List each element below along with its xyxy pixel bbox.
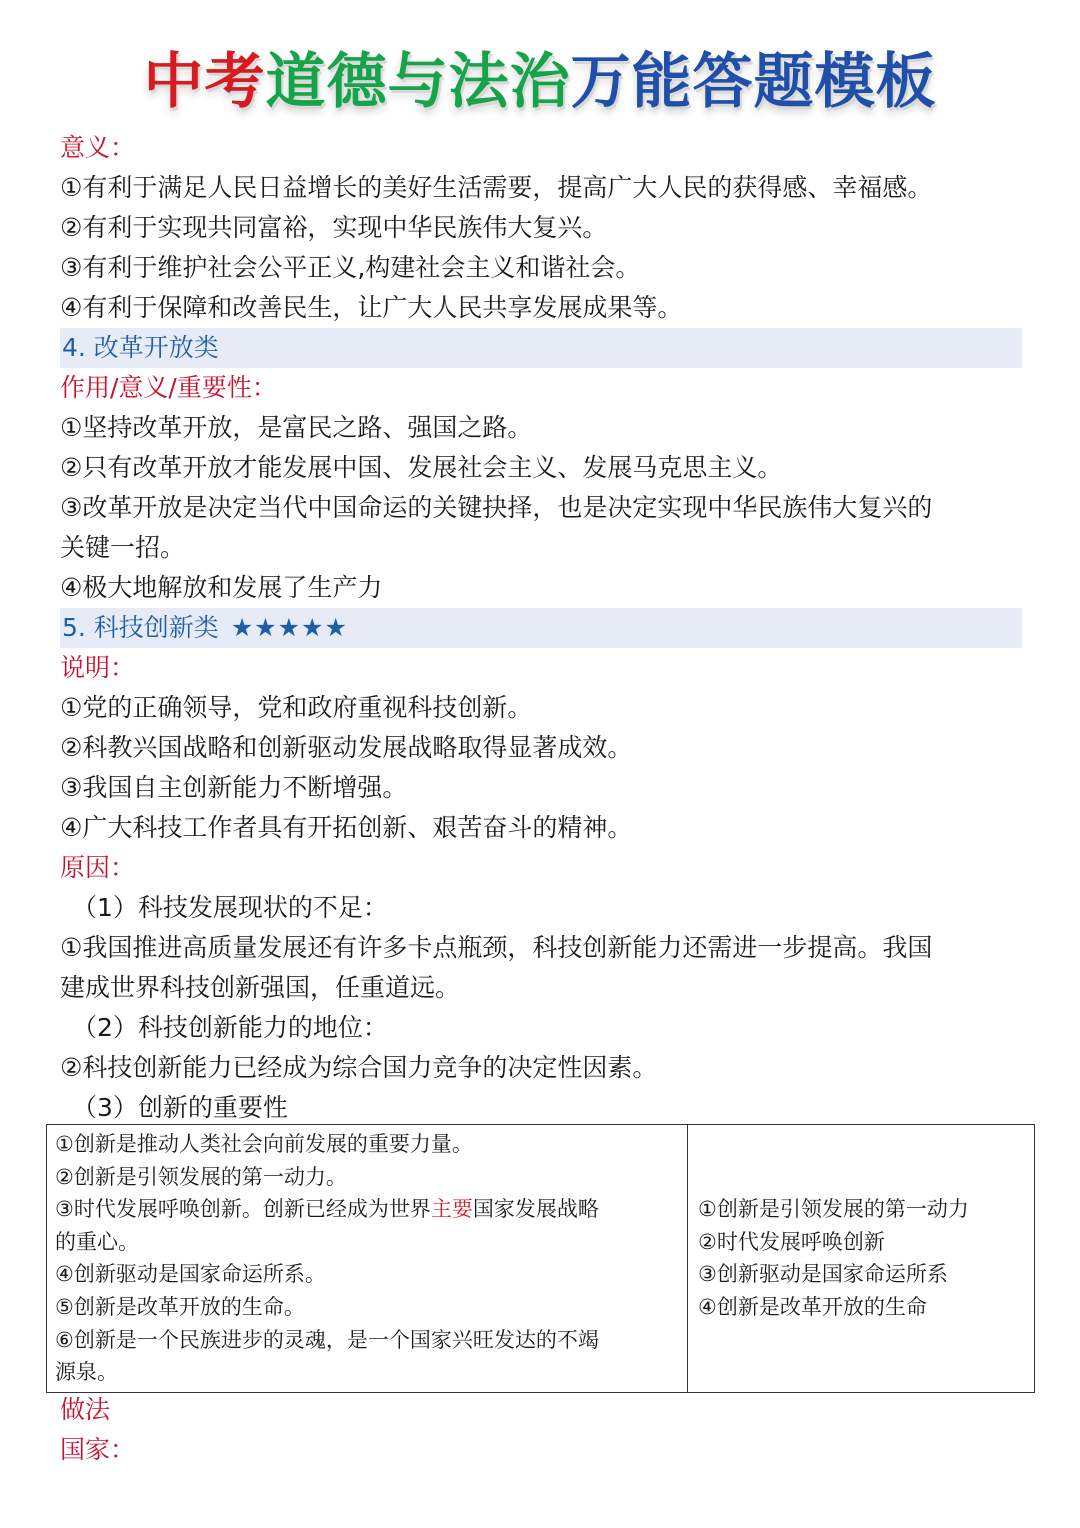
table-line (55, 1193, 679, 1226)
table-line: ④创新驱动是国家命运所系。 (55, 1262, 326, 1287)
explain-item: ②科教兴国战略和创新驱动发展战略取得显著成效。 (60, 733, 633, 762)
table-line: ⑥创新是一个民族进步的灵魂，是一个国家兴旺发达的不竭 (55, 1327, 599, 1352)
bottom-section (60, 1390, 1022, 1470)
section-4-heading (60, 328, 1022, 368)
summary-line: ③创新驱动是国家命运所系 (698, 1262, 948, 1287)
table-line: 的重心。 (55, 1229, 139, 1254)
page-title (0, 42, 1080, 122)
title-part-3: 万能答题模板 (570, 47, 937, 117)
meaning-label: 意义： (60, 133, 136, 162)
explain-item: ③我国自主创新能力不断增强。 (60, 773, 408, 802)
meaning-item: ①有利于满足人民日益增长的美好生活需要，提高广大人民的获得感、幸福感。 (60, 173, 933, 202)
section-5-heading (60, 608, 1022, 648)
country-label: 国家： (60, 1435, 136, 1464)
reform-item: ①坚持改革开放，是富民之路、强国之路。 (60, 413, 533, 442)
reform-item: ④极大地解放和发展了生产力 (60, 573, 383, 602)
table-line: ①创新是推动人类社会向前发展的重要力量。 (55, 1132, 473, 1156)
meaning-item: ③有利于维护社会公平正义,构建社会主义和谐社会。 (60, 253, 641, 282)
reason-subheading-2: （2）科技创新能力的地位： (72, 1013, 388, 1042)
title-part-1: 中考 (143, 47, 266, 117)
star-rating: ★★★★★ (230, 613, 348, 642)
summary-line: ④创新是改革开放的生命 (698, 1294, 927, 1319)
reason-label: 原因： (60, 853, 136, 882)
reform-item: ②只有改革开放才能发展中国、发展社会主义、发展马克思主义。 (60, 453, 783, 482)
reason-subheading-3: （3）创新的重要性 (72, 1093, 288, 1122)
table-row (47, 1125, 1035, 1393)
reason-subheading-1: （1）科技发展现状的不足： (72, 893, 388, 922)
section-5-title: 5. 科技创新类 (62, 613, 219, 642)
table-cell-summary (688, 1125, 1035, 1393)
explain-item: ④广大科技工作者具有开拓创新、艰苦奋斗的精神。 (60, 813, 633, 842)
table-text: ③时代发展呼唤创新。创新已经成为世界 (55, 1197, 431, 1222)
reform-item: ③改革开放是决定当代中国命运的关键抉择，也是决定实现中华民族伟大复兴的 (60, 493, 933, 522)
summary-line: ②时代发展呼唤创新 (698, 1229, 885, 1254)
table-line: ⑤创新是改革开放的生命。 (55, 1294, 305, 1319)
meaning-item: ④有利于保障和改善民生，让广大人民共享发展成果等。 (60, 293, 683, 322)
explain-label: 说明： (60, 653, 136, 682)
reform-item-continued: 关键一招。 (60, 533, 186, 562)
reason-item: ②科技创新能力已经成为综合国力竞争的决定性因素。 (60, 1053, 658, 1082)
section-4-label: 作用/意义/重要性： (60, 373, 277, 402)
table-line: 源泉。 (55, 1360, 118, 1385)
meaning-item: ②有利于实现共同富裕，实现中华民族伟大复兴。 (60, 213, 608, 242)
highlight-text: 主要 (430, 1197, 473, 1222)
reason-item-continued: 建成世界科技创新强国，任重道远。 (60, 973, 461, 1002)
reason-item: ①我国推进高质量发展还有许多卡点瓶颈，科技创新能力还需进一步提高。我国 (60, 933, 933, 962)
table-cell-detail (47, 1125, 688, 1393)
method-label: 做法 (60, 1395, 111, 1424)
table-text: 国家发展战略 (472, 1197, 599, 1222)
summary-line: ①创新是引领发展的第一动力 (698, 1197, 969, 1222)
explain-item: ①党的正确领导，党和政府重视科技创新。 (60, 693, 533, 722)
table-line: ②创新是引领发展的第一动力。 (55, 1164, 347, 1189)
section-4-title: 4. 改革开放类 (62, 333, 219, 362)
main-content (60, 128, 1022, 1128)
innovation-table (46, 1124, 1035, 1393)
title-part-2: 道德与法治 (265, 47, 571, 117)
